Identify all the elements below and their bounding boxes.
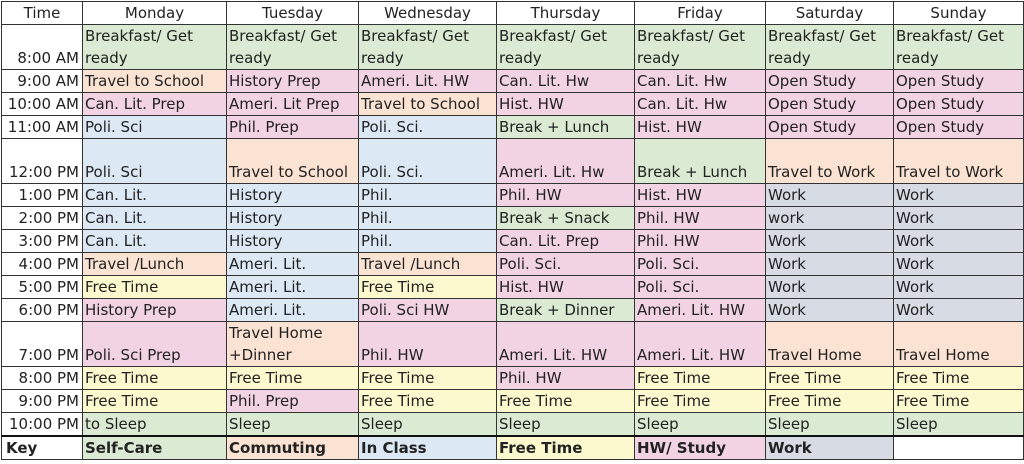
schedule-cell: Ameri. Lit. bbox=[227, 253, 359, 276]
schedule-cell: Open Study bbox=[766, 116, 894, 139]
schedule-cell: Can. Lit. bbox=[83, 184, 227, 207]
schedule-cell: Travel to School bbox=[227, 139, 359, 184]
day-header-friday: Friday bbox=[635, 2, 766, 25]
schedule-cell: Sleep bbox=[227, 413, 359, 437]
schedule-cell: Ameri. Lit. HW bbox=[359, 70, 497, 93]
schedule-cell: Travel to School bbox=[83, 70, 227, 93]
schedule-cell: Ameri. Lit. Hw bbox=[497, 139, 635, 184]
schedule-cell: Breakfast/ Get ready bbox=[227, 25, 359, 70]
schedule-cell: Work bbox=[766, 299, 894, 322]
key-hw-study: HW/ Study bbox=[635, 436, 766, 460]
schedule-cell: History bbox=[227, 230, 359, 253]
schedule-cell: Work bbox=[894, 184, 1024, 207]
schedule-cell: Free Time bbox=[83, 367, 227, 390]
schedule-cell: Can. Lit. Hw bbox=[497, 70, 635, 93]
time-row bbox=[2, 207, 1024, 230]
legend-key bbox=[2, 436, 1024, 460]
schedule-cell: Phil. bbox=[359, 184, 497, 207]
schedule-cell: Free Time bbox=[227, 367, 359, 390]
schedule-cell: Break + Lunch bbox=[635, 139, 766, 184]
schedule-cell: Free Time bbox=[635, 367, 766, 390]
time-label: 2:00 PM bbox=[2, 207, 83, 230]
schedule-cell: History bbox=[227, 207, 359, 230]
schedule-cell: Hist. HW bbox=[635, 184, 766, 207]
schedule-cell: Poli. Sci Prep bbox=[83, 322, 227, 367]
schedule-cell: Work bbox=[894, 276, 1024, 299]
time-label: 8:00 PM bbox=[2, 367, 83, 390]
schedule-cell: Can. Lit. Hw bbox=[635, 93, 766, 116]
schedule-cell: Poli. Sci. bbox=[359, 139, 497, 184]
schedule-cell: Can. Lit. Prep bbox=[497, 230, 635, 253]
schedule-cell: Travel Home bbox=[894, 322, 1024, 367]
key-self-care: Self-Care bbox=[83, 436, 227, 460]
schedule-cell: Sleep bbox=[497, 413, 635, 437]
schedule-cell: Phil. bbox=[359, 207, 497, 230]
schedule-cell: Open Study bbox=[894, 116, 1024, 139]
schedule-cell: Phil. HW bbox=[497, 184, 635, 207]
schedule-cell: Ameri. Lit. HW bbox=[497, 322, 635, 367]
schedule-cell: Sleep bbox=[894, 413, 1024, 437]
schedule-cell: Breakfast/ Get ready bbox=[635, 25, 766, 70]
schedule-cell: Travel /Lunch bbox=[83, 253, 227, 276]
schedule-cell: Breakfast/ Get ready bbox=[766, 25, 894, 70]
schedule-cell: Travel to School bbox=[359, 93, 497, 116]
time-label: 9:00 PM bbox=[2, 390, 83, 413]
schedule-cell: Free Time bbox=[359, 276, 497, 299]
time-row bbox=[2, 116, 1024, 139]
schedule-cell: Open Study bbox=[766, 93, 894, 116]
schedule-cell: Open Study bbox=[894, 93, 1024, 116]
schedule-cell: Ameri. Lit. bbox=[227, 299, 359, 322]
schedule-cell: Free Time bbox=[766, 390, 894, 413]
time-row bbox=[2, 253, 1024, 276]
schedule-cell: Poli. Sci. bbox=[635, 276, 766, 299]
time-row bbox=[2, 367, 1024, 390]
time-row bbox=[2, 25, 1024, 70]
schedule-cell: Phil. HW bbox=[359, 322, 497, 367]
schedule-cell: Work bbox=[894, 253, 1024, 276]
schedule-cell: History bbox=[227, 184, 359, 207]
schedule-cell: Ameri. Lit. HW bbox=[635, 299, 766, 322]
key-commuting: Commuting bbox=[227, 436, 359, 460]
time-label: 9:00 AM bbox=[2, 70, 83, 93]
schedule-cell: Sleep bbox=[635, 413, 766, 437]
schedule-cell: Breakfast/ Get ready bbox=[359, 25, 497, 70]
schedule-cell: Hist. HW bbox=[497, 276, 635, 299]
time-row bbox=[2, 390, 1024, 413]
schedule-cell: to Sleep bbox=[83, 413, 227, 437]
key-work: Work bbox=[766, 436, 894, 460]
time-label: 10:00 AM bbox=[2, 93, 83, 116]
time-label: 4:00 PM bbox=[2, 253, 83, 276]
time-row bbox=[2, 230, 1024, 253]
schedule-cell: Poli. Sci. bbox=[635, 253, 766, 276]
day-header-thursday: Thursday bbox=[497, 2, 635, 25]
day-header-wednesday: Wednesday bbox=[359, 2, 497, 25]
weekly-schedule-table bbox=[1, 1, 1024, 460]
schedule-cell: Work bbox=[894, 299, 1024, 322]
schedule-cell: Can. Lit. bbox=[83, 230, 227, 253]
schedule-cell: Can. Lit. Prep bbox=[83, 93, 227, 116]
schedule-cell: Work bbox=[766, 276, 894, 299]
time-label: 6:00 PM bbox=[2, 299, 83, 322]
schedule-cell: Travel to Work bbox=[766, 139, 894, 184]
time-label: 8:00 AM bbox=[2, 25, 83, 70]
schedule-cell: Ameri. Lit Prep bbox=[227, 93, 359, 116]
schedule-cell: Free Time bbox=[635, 390, 766, 413]
time-label: 11:00 AM bbox=[2, 116, 83, 139]
schedule-cell: Break + Snack bbox=[497, 207, 635, 230]
schedule-cell: Work bbox=[894, 230, 1024, 253]
schedule-cell: Free Time bbox=[83, 390, 227, 413]
day-header-monday: Monday bbox=[83, 2, 227, 25]
schedule-cell: Break + Dinner bbox=[497, 299, 635, 322]
time-row bbox=[2, 93, 1024, 116]
schedule-cell: work bbox=[766, 207, 894, 230]
schedule-cell: Work bbox=[766, 184, 894, 207]
schedule-cell: Work bbox=[766, 230, 894, 253]
schedule-cell: Free Time bbox=[359, 390, 497, 413]
schedule-cell: Ameri. Lit. bbox=[227, 276, 359, 299]
key-free-time: Free Time bbox=[497, 436, 635, 460]
schedule-cell: Poli. Sci bbox=[83, 139, 227, 184]
day-header-saturday: Saturday bbox=[766, 2, 894, 25]
schedule-cell: History Prep bbox=[83, 299, 227, 322]
time-label: 3:00 PM bbox=[2, 230, 83, 253]
time-row bbox=[2, 70, 1024, 93]
header-row bbox=[2, 2, 1024, 25]
time-label: 12:00 PM bbox=[2, 139, 83, 184]
schedule-cell: Can. Lit. Hw bbox=[635, 70, 766, 93]
schedule-cell: Ameri. Lit. HW bbox=[635, 322, 766, 367]
schedule-cell: Open Study bbox=[894, 70, 1024, 93]
key-empty-cell bbox=[894, 436, 1024, 460]
schedule-cell: Phil. Prep bbox=[227, 390, 359, 413]
schedule-cell: Break + Lunch bbox=[497, 116, 635, 139]
time-row bbox=[2, 139, 1024, 184]
schedule-header bbox=[2, 2, 1024, 25]
schedule-cell: Phil. HW bbox=[497, 367, 635, 390]
schedule-cell: Work bbox=[894, 207, 1024, 230]
schedule-body bbox=[2, 25, 1024, 437]
schedule-cell: Phil. HW bbox=[635, 207, 766, 230]
time-label: 1:00 PM bbox=[2, 184, 83, 207]
key-in-class: In Class bbox=[359, 436, 497, 460]
time-row bbox=[2, 413, 1024, 437]
schedule-cell: Breakfast/ Get ready bbox=[894, 25, 1024, 70]
schedule-cell: Phil. Prep bbox=[227, 116, 359, 139]
day-header-tuesday: Tuesday bbox=[227, 2, 359, 25]
time-row bbox=[2, 276, 1024, 299]
schedule-cell: Poli. Sci bbox=[83, 116, 227, 139]
schedule-cell: Free Time bbox=[359, 367, 497, 390]
schedule-cell: Travel Home bbox=[766, 322, 894, 367]
schedule-cell: Hist. HW bbox=[635, 116, 766, 139]
time-label: 5:00 PM bbox=[2, 276, 83, 299]
schedule-cell: Can. Lit. bbox=[83, 207, 227, 230]
schedule-cell: Poli. Sci HW bbox=[359, 299, 497, 322]
schedule-cell: Phil. HW bbox=[635, 230, 766, 253]
time-label: 10:00 PM bbox=[2, 413, 83, 437]
schedule-cell: Breakfast/ Get ready bbox=[497, 25, 635, 70]
key-row bbox=[2, 436, 1024, 460]
schedule-cell: History Prep bbox=[227, 70, 359, 93]
schedule-cell: Free Time bbox=[894, 390, 1024, 413]
schedule-cell: Travel /Lunch bbox=[359, 253, 497, 276]
schedule-cell: Travel Home +Dinner bbox=[227, 322, 359, 367]
schedule-cell: Travel to Work bbox=[894, 139, 1024, 184]
schedule-cell: Poli. Sci. bbox=[497, 253, 635, 276]
schedule-cell: Open Study bbox=[766, 70, 894, 93]
schedule-cell: Hist. HW bbox=[497, 93, 635, 116]
schedule-cell: Free Time bbox=[497, 390, 635, 413]
time-label: 7:00 PM bbox=[2, 322, 83, 367]
schedule-cell: Poli. Sci. bbox=[359, 116, 497, 139]
schedule-cell: Sleep bbox=[766, 413, 894, 437]
time-row bbox=[2, 184, 1024, 207]
schedule-cell: Free Time bbox=[83, 276, 227, 299]
time-row bbox=[2, 299, 1024, 322]
time-column-header: Time bbox=[2, 2, 83, 25]
schedule-cell: Sleep bbox=[359, 413, 497, 437]
key-label: Key bbox=[2, 436, 83, 460]
schedule-cell: Work bbox=[766, 253, 894, 276]
schedule-cell: Free Time bbox=[894, 367, 1024, 390]
schedule-cell: Free Time bbox=[766, 367, 894, 390]
time-row bbox=[2, 322, 1024, 367]
schedule-cell: Breakfast/ Get ready bbox=[83, 25, 227, 70]
schedule-cell: Phil. bbox=[359, 230, 497, 253]
day-header-sunday: Sunday bbox=[894, 2, 1024, 25]
